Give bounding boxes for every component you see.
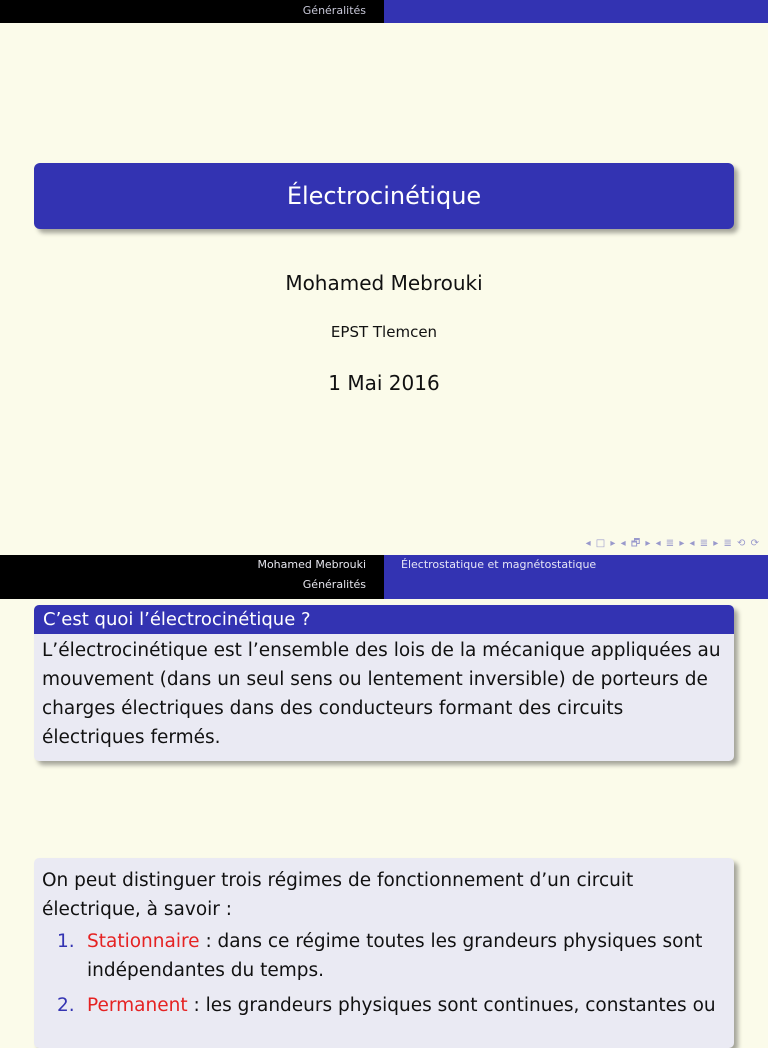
header-right-bar: [384, 0, 768, 23]
definition-block: [34, 605, 734, 761]
regime-term: Permanent: [87, 995, 188, 1016]
header-section-link[interactable]: Généralités: [302, 4, 366, 17]
block-body: L’électrocinétique est l’ensemble des lois de la mécanique appliquées au mouvement (dans un seul sens ou lentement inversible) de porteurs de charges électriques dans des conducteurs formant des circuits électriques fermés.: [42, 640, 721, 748]
list-number: 1.: [57, 931, 75, 952]
block-title: C’est quoi l’électrocinétique ?: [34, 605, 734, 634]
block-intro: On peut distinguer trois régimes de fonctionnement d’un circuit électrique, à savoir :: [42, 870, 634, 920]
list-item: [34, 991, 734, 1020]
regime-term: Stationnaire: [87, 931, 200, 952]
presentation-date: 1 Mai 2016: [328, 371, 440, 395]
header-author-link[interactable]: Mohamed Mebrouki: [257, 558, 366, 571]
title-box: [34, 163, 734, 229]
header-section-link[interactable]: Généralités: [302, 578, 366, 591]
regime-description: : dans ce régime toutes les grandeurs physiques sont indépendantes du temps.: [87, 931, 703, 981]
regime-description: : les grandeurs physiques sont continues, constantes ou: [187, 995, 716, 1016]
regimes-list: [34, 927, 734, 1020]
presentation-title: Électrocinétique: [286, 182, 482, 210]
beamer-navigation-icons[interactable]: ◂ □ ▸ ◂ 🗗 ▸ ◂ ≣ ▸ ◂ ≣ ▸ ≣ ⟲ ⟳: [585, 538, 760, 549]
list-item: [34, 927, 734, 985]
regimes-block: [34, 858, 734, 1048]
list-number: 2.: [57, 995, 75, 1016]
author-name: Mohamed Mebrouki: [285, 271, 483, 295]
institute: EPST Tlemcen: [330, 323, 438, 341]
header-topic-link[interactable]: Électrostatique et magnétostatique: [401, 558, 597, 571]
